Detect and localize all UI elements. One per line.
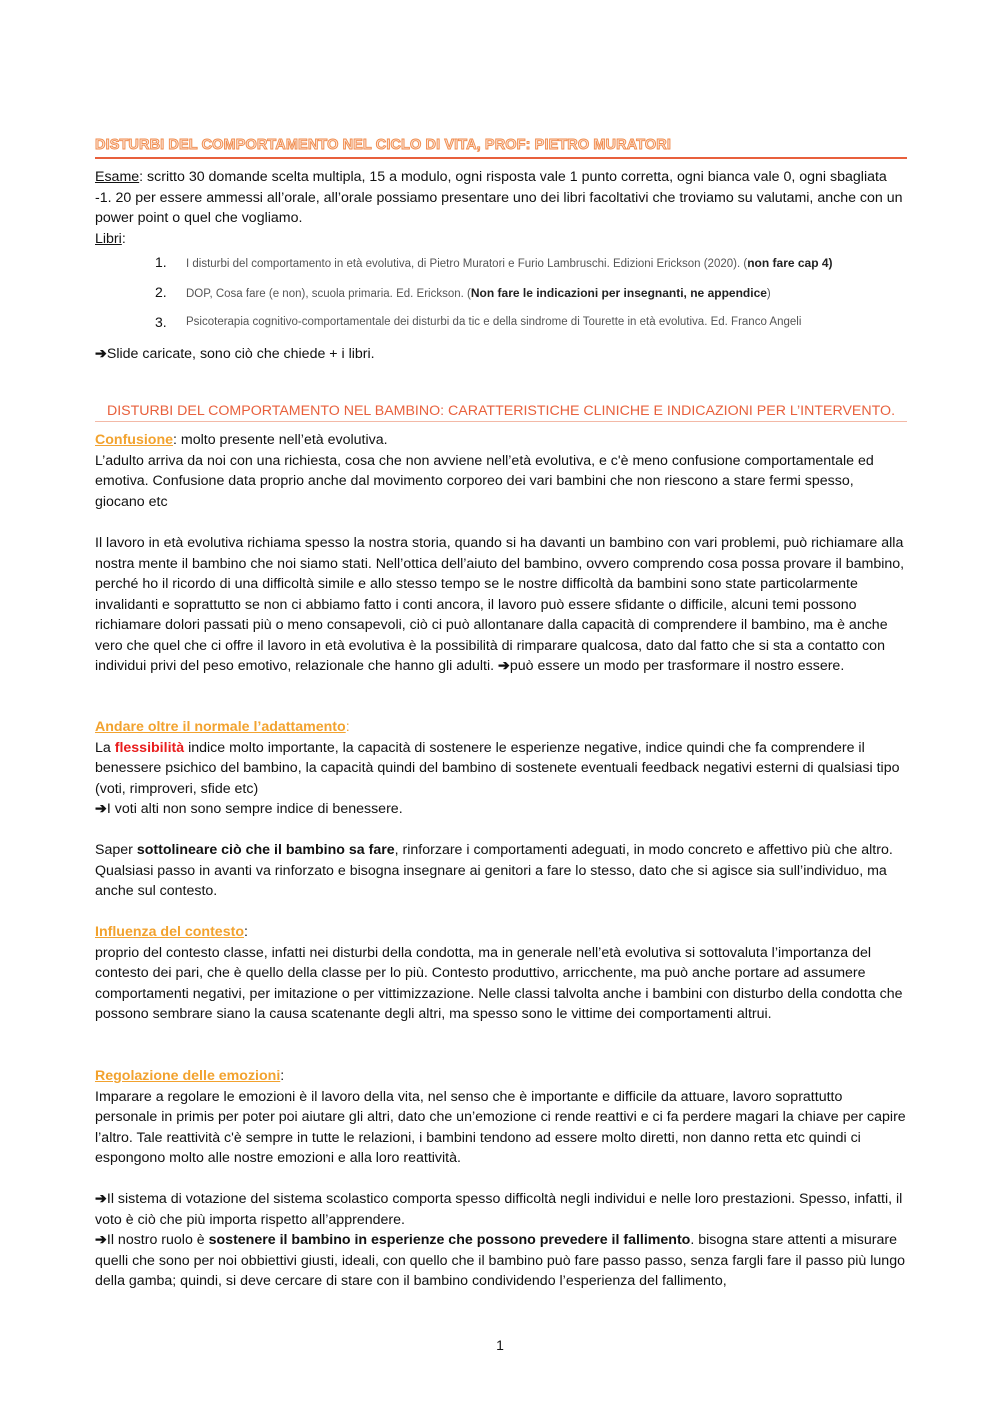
book-after: ) <box>766 288 771 300</box>
ruolo-pre: Il nostro ruolo è <box>106 1232 209 1248</box>
book-title: Psicoterapia cognitivo-comportamentale dei disturbi da tic e della sindrome di Tourette in età evolutiva. Ed. Franco Angeli <box>186 316 802 328</box>
list-number: 1. <box>155 254 167 270</box>
confusione-intro: : molto presente nell’età evolutiva. <box>173 432 388 448</box>
sistema-block <box>95 1189 907 1292</box>
andare-heading: Andare oltre il normale l’adattamento <box>95 719 346 735</box>
arrow-icon: ➔ <box>95 801 107 817</box>
book-title: I disturbi del comportamento in età evolutiva, di Pietro Muratori e Furio Lambruschi. Edizioni Erickson (2020). ( <box>186 258 748 270</box>
voti-note: I voti alti non sono sempre indice di benessere. <box>106 801 403 817</box>
regolazione-colon: : <box>280 1068 285 1084</box>
book-note: non fare cap 4) <box>747 256 833 270</box>
flex-pre: La <box>95 739 115 756</box>
arrow-icon: ➔ <box>498 658 510 674</box>
exam-label: Esame <box>95 169 140 185</box>
arrow-icon: ➔ <box>95 346 107 362</box>
ruolo-bold: sostenere il bambino in esperienze che possono prevedere il fallimento <box>208 1232 691 1248</box>
saper-pre: Saper <box>95 842 137 858</box>
sistema-note: Il sistema di votazione del sistema scolastico comporta spesso difficoltà negli individui e nelle loro prestazioni. Spesso, infatti, il voto è ciò che più importa rispetto all’apprendere. <box>95 1191 903 1228</box>
section-title: DISTURBI DEL COMPORTAMENTO NEL BAMBINO: CARATTERISTICHE CLINICHE E INDICAZIONI PER L’INTERVENTO. <box>95 403 907 422</box>
exam-text: : scritto 30 domande scelta multipla, 15 a modulo, ogni risposta vale 1 punto corretta, ogni bianca vale 0, ogni sbagliata -1. 20 per essere ammessi all’orale, all’orale possiamo presentare uno dei libri facoltativi che troviamo su valutami, anche con un power point o quel che vogliamo. <box>95 169 903 226</box>
arrow-icon: ➔ <box>95 1191 107 1207</box>
page-number: 1 <box>496 1337 504 1353</box>
lavoro-paragraph <box>95 533 907 677</box>
saper-body: , rinforzare i comportamenti adeguati, in modo concreto e affettivo più che altro. Qualsiasi passo in avanti va rinforzato e bisogna insegnare ai genitori a fare lo stesso, dato che si agisce sia sull’individuo, ma anche sul contesto. <box>95 842 893 899</box>
influenza-heading: Influenza del contesto <box>95 924 244 940</box>
flex-keyword: flessibilità <box>114 739 185 756</box>
lavoro-text: Il lavoro in età evolutiva richiama spesso la nostra storia, quando si ha davanti un bambino con vari problemi, può richiamare alla nostra mente il bambino che noi siamo stati. Nell’ottica dell’aiuto del bambino, ovvero comprendo cosa possa provare il bambino, perché ho il ricordo di una difficoltà simile e allo stesso tempo se le nostre difficoltà da bambini sono state particolarmente invalidanti e soprattutto se non ci abbiamo fatto i conti ancora, il lavoro può essere sfidante o difficile, alcuni temi possono richiamare dolori passati più o meno consapevoli, ciò ci può allontanare dalla capacità di comprendere il bambino, ma è anche vero che quel che ci offre il lavoro in età evolutiva è la possibilità di rimparare qualcosa, dato dal fatto che si sta a contatto con individui privi del peso emotivo, relazionale che hanno gli adulti. <box>95 535 905 674</box>
regolazione-body: Imparare a regolare le emozioni è il lavoro della vita, nel senso che è importante e difficile da attuare, lavoro soprattutto personale in primis per poter poi aiutare gli altri, dato che un’emozione ci rende reattivi e ci fa perdere magari la chiave per capire l’altro. Tale reattività c'è sempre in tutte le relazioni, i bambini tendono ad essere molto diretti, non danno retta etc quindi ci espongono molto alle nostre emozioni e alla loro reattività. <box>95 1088 906 1166</box>
saper-bold: sottolineare ciò che il bambino sa fare <box>136 842 395 858</box>
arrow-icon: ➔ <box>95 1232 107 1248</box>
confusione-heading: Confusione <box>95 432 174 448</box>
saper-paragraph <box>95 840 907 902</box>
slides-note-text: Slide caricate, sono ciò che chiede + i libri. <box>106 346 375 362</box>
exam-paragraph <box>95 167 907 249</box>
lavoro-tail: può essere un modo per trasformare il nostro essere. <box>509 658 845 674</box>
confusione-body: L’adulto arriva da noi con una richiesta, cosa che non avviene nell’età evolutiva, e c'è meno confusione comportamentale ed emotiva. Confusione data proprio anche dal movimento corporeo dei vari bambini che non riescono a stare fermi spesso, giocano etc <box>95 452 874 510</box>
books-label: Libri <box>95 230 122 247</box>
andare-block <box>95 717 907 820</box>
book-title: DOP, Cosa fare (e non), scuola primaria. Ed. Erickson. ( <box>186 288 471 300</box>
regolazione-block <box>95 1066 907 1169</box>
list-number: 2. <box>155 284 167 300</box>
ruolo-body: . bisogna stare attenti a misurare quelli che sono per noi obbiettivi giusti, ideali, con quello che il bambino può fare passo passo, senza fargli fare il passo più lungo della gamba; quindi, si deve cercare di stare con il bambino condividendo l’esperienza del fallimento, <box>95 1232 905 1289</box>
book-note: Non fare le indicazioni per insegnanti, ne appendice <box>470 286 767 300</box>
list-number: 3. <box>155 314 167 330</box>
influenza-block <box>95 922 907 1025</box>
confusione-block <box>95 430 907 512</box>
andare-colon: : <box>345 719 350 735</box>
slides-note <box>95 344 907 365</box>
flex-body: indice molto importante, la capacità di sostenere le esperienze negative, indice quindi che fa comprendere il benessere psichico del bambino, la capacità quindi del bambino di sostenete eventuali feedback negativi esterni di qualsiasi tipo (voti, rimproveri, sfide etc) <box>95 739 900 797</box>
regolazione-heading: Regolazione delle emozioni <box>95 1068 281 1084</box>
influenza-body: proprio del contesto classe, infatti nei disturbi della condotta, ma in generale nell’età evolutiva si sottovaluta l’importanza del contesto dei pari, che è quello della classe per lo più. Contesto produttivo, arricchente, ma può anche portare ad assumere comportamenti negativi, per imitazione o per vittimizzazione. Nelle classi talvolta anche i bambini con disturbo della condotta che possono sembrare siano la causa scatenante degli altri, ma spesso sono le vittime dei comportamenti altrui. <box>95 944 903 1022</box>
document-title: DISTURBI DEL COMPORTAMENTO NEL CICLO DI VITA, PROF: PIETRO MURATORI <box>95 137 907 159</box>
books-colon: : <box>121 230 126 247</box>
influenza-colon: : <box>243 924 248 940</box>
